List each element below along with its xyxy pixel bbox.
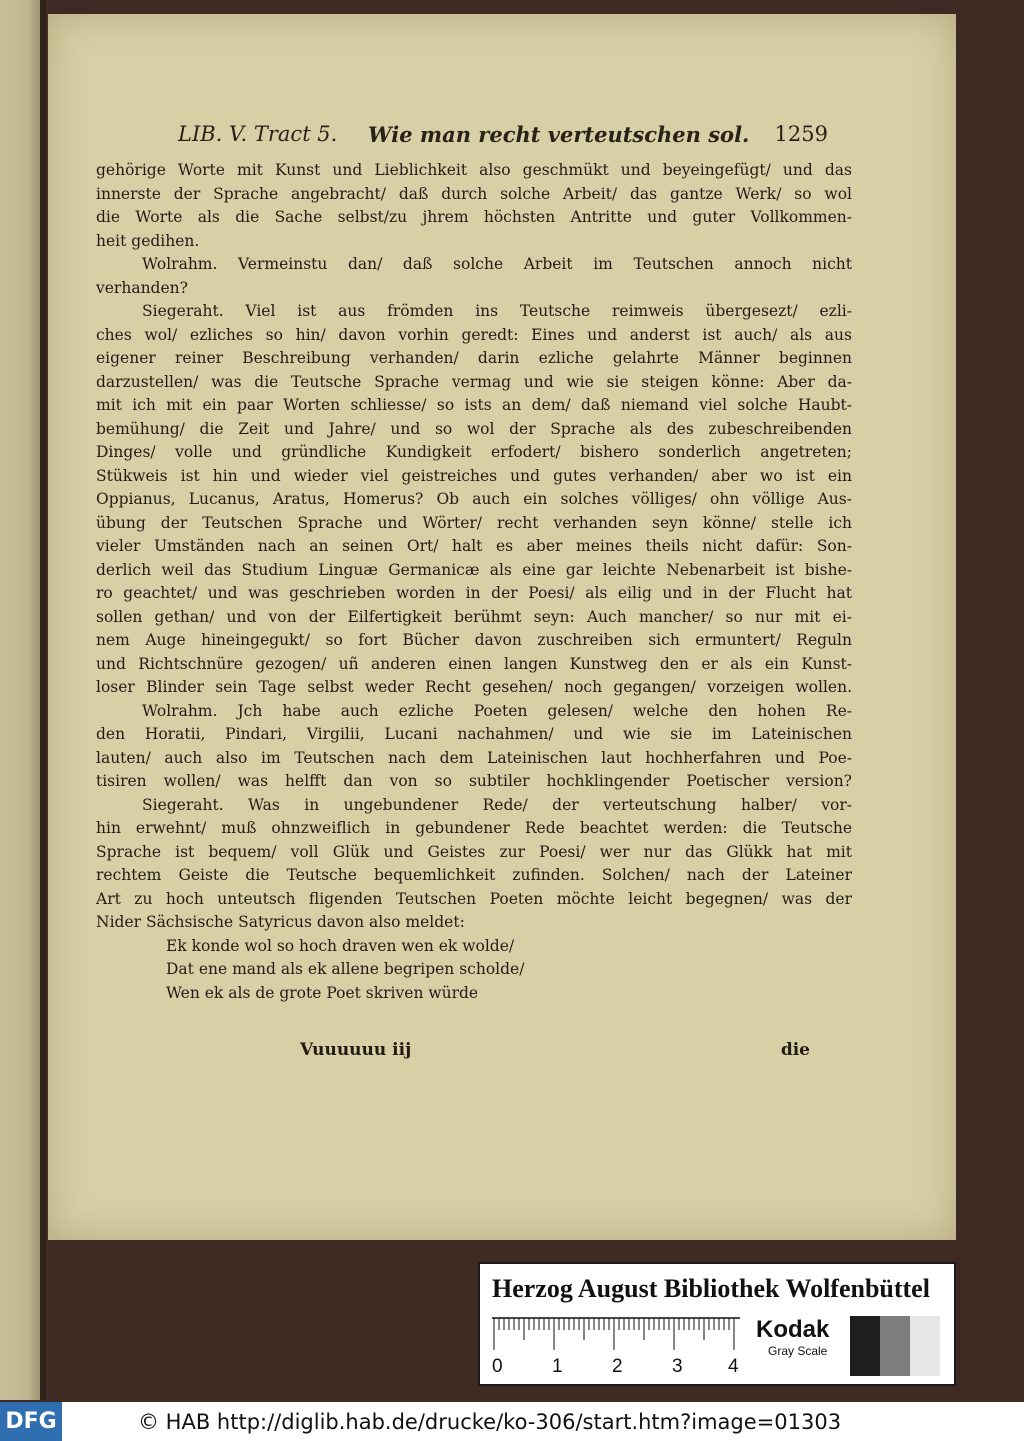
gray-patch (850, 1316, 880, 1376)
copyright-text[interactable]: © HAB http://diglib.hab.de/drucke/ko-306/start.htm?image=01303 (138, 1410, 842, 1434)
text-line: loser Blinder sein Tage selbst weder Recht gesehen/ noch gegangen/ vorzeigen wollen. (96, 678, 852, 696)
catchword: die (780, 1040, 810, 1060)
text-line: heit gedihen. (96, 231, 200, 250)
gray-patch (880, 1316, 910, 1376)
page-number: 1259 (774, 122, 828, 146)
page-gutter (40, 0, 46, 1400)
text-line: sollen gethan/ und von der Eilfertigkeit berühmt seyn: Auch mancher/ so nur mit ei- (96, 607, 852, 626)
text-line: innerste der Sprache angebracht/ daß durch solche Arbeit/ das gantze Werk/ so wol (96, 184, 852, 203)
gray-scale-patches (850, 1316, 940, 1376)
page-footer (300, 1040, 810, 1066)
text-line: Stükweis ist hin und wieder viel geistreiches und gutes verhanden/ aber wo ist ein (96, 466, 852, 485)
text-line: ro geachtet/ und was geschrieben worden in der Poesi/ als eilig und in der Flucht hat (96, 584, 852, 602)
text-line: verhanden? (96, 278, 188, 297)
text-line: Oppianus, Lucanus, Aratus, Homerus? Ob auch ein solches völliges/ ohn völlige Aus- (96, 490, 852, 508)
text-line: Siegeraht. Was in ungebundener Rede/ der verteutschung halber/ vor- (142, 795, 852, 814)
copyright-link[interactable] (138, 1410, 841, 1434)
ruler-label: 1 (552, 1356, 563, 1377)
verse-line: Ek konde wol so hoch draven wen ek wolde/ (166, 936, 515, 955)
gray-patch (910, 1316, 940, 1376)
text-line: darzustellen/ was die Teutsche Sprache vermag und wie sie steigen könne: Aber da- (96, 372, 852, 391)
verse-line: Wen ek als de grote Poet skriven würde (166, 983, 479, 1002)
text-line: vieler Umständen nach an seinen Ort/ halt es aber meines theils nicht dafür: Son- (96, 537, 852, 555)
text-line: eigener reiner Beschreibung verhanden/ darin ezliche gelahrte Männer beginnen (96, 349, 852, 367)
text-line: derlich weil das Studium Linguæ Germanicæ als eine gar leichte Nebenarbeit ist bishe- (96, 560, 852, 579)
text-line: Siegeraht. Viel ist aus frömden ins Teutsche reimweis übergesezt/ ezli- (142, 302, 852, 320)
signature-mark: Vuuuuuu iij (300, 1040, 412, 1060)
kodak-logo: Kodak (756, 1316, 830, 1343)
text-line: ches wol/ ezliches so hin/ davon vorhin geredt: Eines und anderst ist auch/ als aus (96, 325, 852, 344)
text-line: den Horatii, Pindari, Virgilii, Lucani nachahmen/ und wie sie im Lateinischen (96, 725, 852, 743)
text-line: übung der Teutschen Sprache und Wörter/ recht verhanden seyn könne/ stelle ich (96, 513, 852, 532)
dfg-logo[interactable]: DFG (0, 1402, 62, 1441)
header-section: LIB. V. Tract 5. (178, 122, 338, 146)
text-line: mit ich mit ein paar Worten schliesse/ so ists an dem/ daß niemand viel solche Haubt- (96, 396, 852, 414)
library-color-card (478, 1262, 956, 1386)
text-line: Wolrahm. Jch habe auch ezliche Poeten gelesen/ welche den hohen Re- (142, 701, 852, 720)
ruler-label: 3 (672, 1356, 683, 1377)
text-line: Dinges/ volle und gründliche Kundigkeit erfodert/ bishero sonderlich angetreten; (96, 443, 852, 461)
header-title: Wie man recht verteutschen sol. (368, 122, 750, 147)
ruler-label: 0 (492, 1356, 503, 1377)
text-line: Sprache ist bequem/ voll Glük und Geistes zur Poesi/ wer nur das Glükk hat mit (96, 842, 852, 861)
text-line: nem Auge hineingegukt/ so fort Bücher davon zuschreiben sich ermuntert/ Reguln (96, 631, 852, 649)
text-line: Art zu hoch unteutsch fligenden Teutschen Poeten möchte leicht begegnen/ was der (96, 889, 852, 908)
verse-line: Dat ene mand als ek allene begripen scholde/ (166, 960, 525, 978)
page-body (96, 159, 852, 1005)
ruler-label: 4 (728, 1356, 739, 1377)
running-header (178, 122, 828, 152)
text-line: rechtem Geiste die Teutsche bequemlichkeit zufinden. Solchen/ nach der Lateiner (96, 866, 852, 884)
ruler-ticks-icon (492, 1316, 740, 1356)
library-name: Herzog August Bibliothek Wolfenbüttel (492, 1274, 930, 1303)
text-line: und Richtschnüre gezogen/ uñ anderen einen langen Kunstweg den er als ein Kunst- (96, 654, 852, 673)
text-line: bemühung/ die Zeit und Jahre/ und so wol der Sprache als des zubeschreibenden (96, 419, 852, 438)
text-line: tisiren wollen/ was helfft dan von so subtiler hochklingender Poetischer version? (96, 772, 852, 790)
text-line: Wolrahm. Vermeinstu dan/ daß solche Arbeit im Teutschen annoch nicht (142, 255, 852, 273)
text-line: Nider Sächsische Satyricus davon also meldet: (96, 913, 465, 931)
text-line: lauten/ auch also im Teutschen nach dem Lateinischen laut hochherfahren und Poe- (96, 748, 852, 767)
kodak-subtitle: Gray Scale (768, 1344, 828, 1358)
text-line: die Worte als die Sache selbst/zu jhrem höchsten Antritte und guter Vollkommen- (96, 208, 852, 226)
text-line: hin erwehnt/ muß ohnzweiflich in gebundener Rede beachtet werden: die Teutsche (96, 819, 852, 837)
scale-ruler (492, 1316, 740, 1376)
text-line: gehörige Worte mit Kunst und Lieblichkeit also geschmükt und beyeingefügt/ und das (96, 161, 852, 179)
ruler-label: 2 (612, 1356, 623, 1377)
